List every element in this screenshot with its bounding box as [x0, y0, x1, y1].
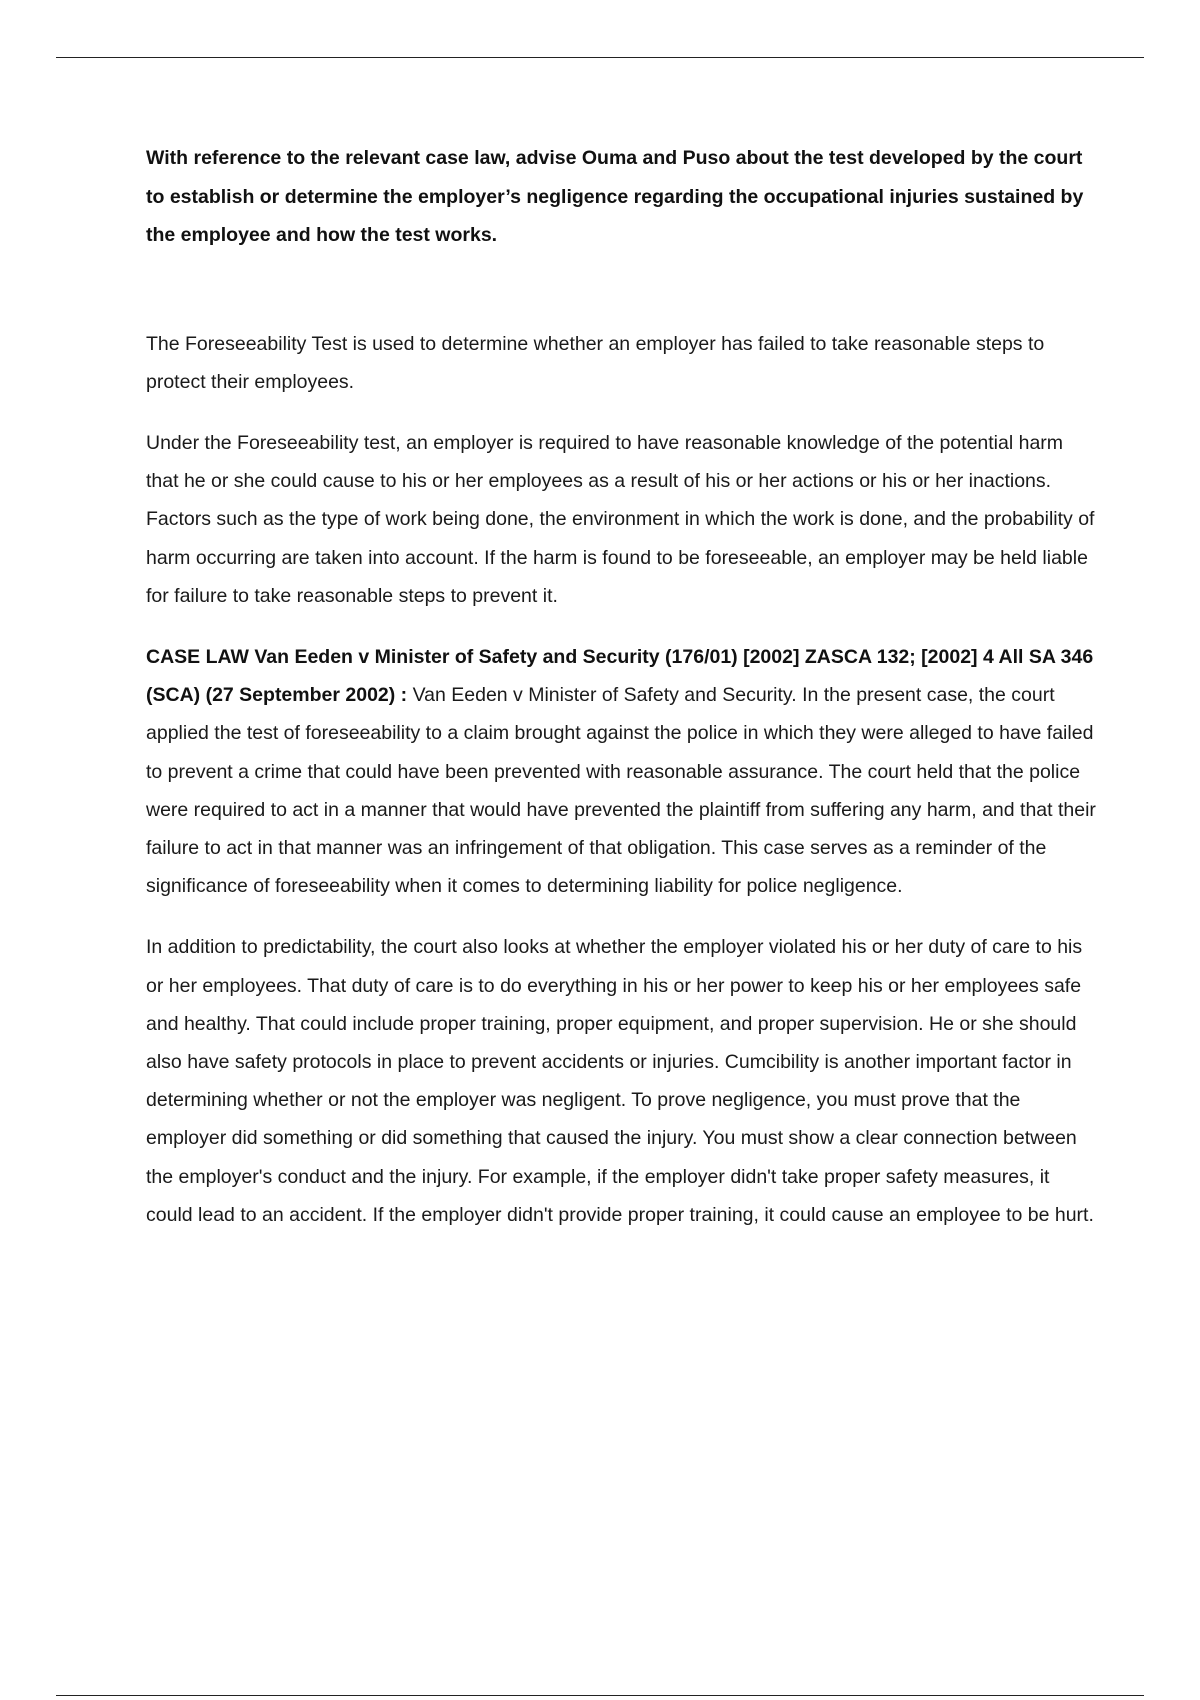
case-law-heading: CASE LAW Van Eeden v Minister of Safety and Security (176/01) [2002] ZASCA 132; [2002] 4 All SA 346 (SCA) (27 September 2002) : [146, 645, 1094, 707]
case-law-text: Van Eeden v Minister of Safety and Security. In the present case, the court applied the test of foreseeability to a claim brought against the police in which they were alleged to have failed to prevent a crime that could have been prevented with reasonable assurance. The court held that the police were required to act in a manner that would have prevented the plaintiff from suffering any harm, and that their failure to act in that manner was an infringement of that obligation. This case serves as a reminder of the significance of foreseeability when it comes to determining liability for police negligence. [146, 684, 1096, 898]
top-divider [56, 57, 1144, 58]
document-body [146, 139, 1100, 1234]
bottom-divider [56, 1695, 1144, 1696]
paragraph-case-law [146, 638, 1100, 905]
question-heading: With reference to the relevant case law, advise Ouma and Puso about the test developed by the court to establish or determine the employer’s negligence regarding the occupational injuries sustained by the employee and how the test works. [146, 147, 1084, 246]
paragraph-foreseeability-intro: The Foreseeability Test is used to determine whether an employer has failed to take reasonable steps to protect their employees. [146, 332, 1045, 393]
paragraph-foreseeability-test: Under the Foreseeability test, an employer is required to have reasonable knowledge of the potential harm that he or she could cause to his or her employees as a result of his or her actions or his or her inactions. Factors such as the type of work being done, the environment in which the work is done, and the probability of harm occurring are taken into account. If the harm is found to be foreseeable, an employer may be held liable for failure to take reasonable steps to prevent it. [146, 431, 1095, 607]
paragraph-duty-of-care: In addition to predictability, the court also looks at whether the employer violated his or her duty of care to his or her employees. That duty of care is to do everything in his or her power to keep his or her employees safe and healthy. That could include proper training, proper equipment, and proper supervision. He or she should also have safety protocols in place to prevent accidents or injuries. Cumcibility is another important factor in determining whether or not the employer was negligent. To prove negligence, you must prove that the employer did something or did something that caused the injury. You must show a clear connection between the employer's conduct and the injury. For example, if the employer didn't take proper safety measures, it could lead to an accident. If the employer didn't provide proper training, it could cause an employee to be hurt. [146, 936, 1094, 1226]
